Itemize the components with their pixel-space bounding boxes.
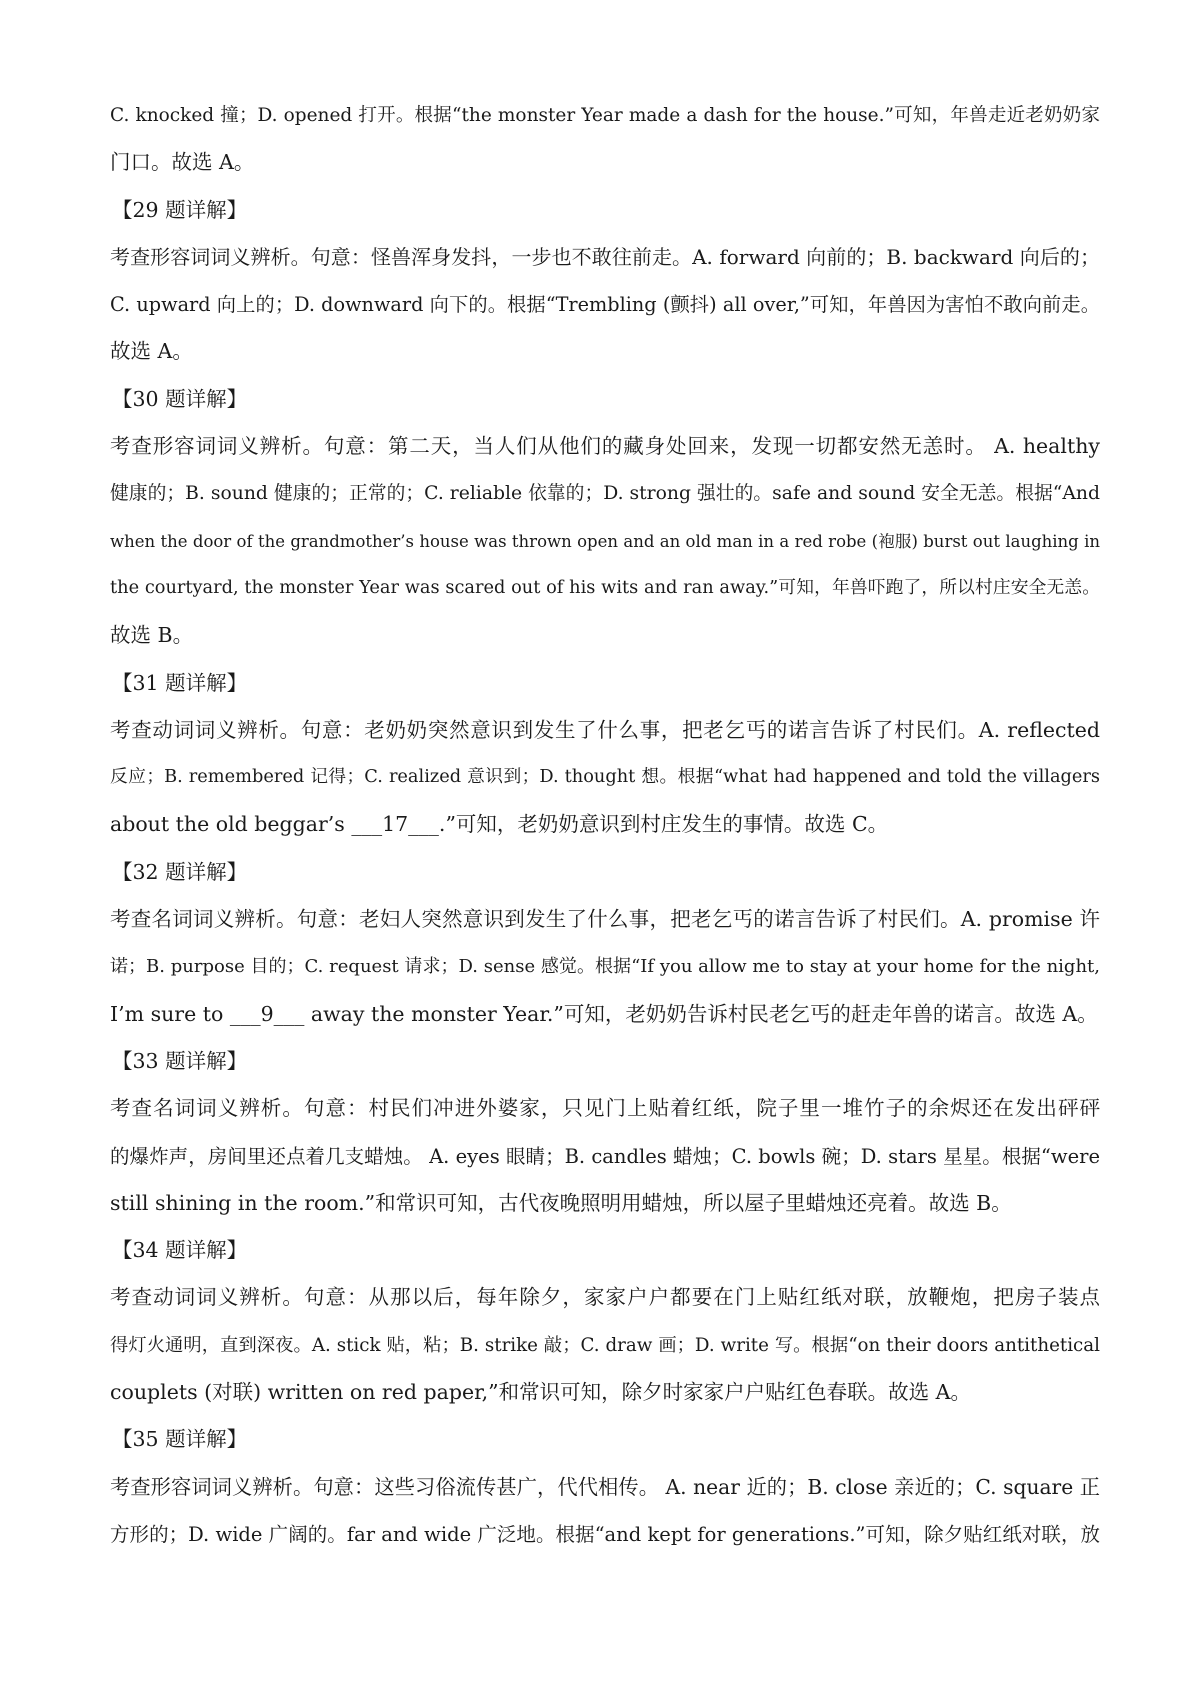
document-page xyxy=(110,92,1100,1558)
text-line: 反应；B. remembered 记得；C. realized 意识到；D. thought 想。根据“what had happened and told the villagers xyxy=(110,767,1100,788)
section-heading: 【35 题详解】 xyxy=(112,1427,248,1452)
text-line: 考查形容词词义辨析。句意：怪兽浑身发抖，一步也不敢往前走。A. forward 向前的；B. backward 向后的； xyxy=(110,244,1100,269)
section-heading: 【30 题详解】 xyxy=(112,386,248,411)
section-heading: 【32 题详解】 xyxy=(112,859,248,884)
text-line: 故选 B。 xyxy=(110,623,194,648)
text-line: 考查名词词义辨析。句意：老妇人突然意识到发生了什么事，把老乞丐的诺言告诉了村民们。A. promise 许 xyxy=(110,907,1100,932)
text-line: when the door of the grandmother’s house was thrown open and an old man in a red robe (袍服) burst out laughing in xyxy=(110,531,1100,551)
text-line: C. knocked 撞；D. opened 打开。根据“the monster Year made a dash for the house.”可知，年兽走近老奶奶家 xyxy=(110,105,1100,126)
text-line: couplets (对联) written on red paper,”和常识可知，除夕时家家户户贴红色春联。故选 A。 xyxy=(110,1380,971,1405)
text-line: 考查形容词词义辨析。句意：这些习俗流传甚广，代代相传。 A. near 近的；B. close 亲近的；C. square 正 xyxy=(110,1474,1100,1499)
text-line: 诺；B. purpose 目的；C. request 请求；D. sense 感觉。根据“If you allow me to stay at your home for the night, xyxy=(110,956,1100,978)
text-line: 故选 A。 xyxy=(110,339,193,364)
text-line: still shining in the room.”和常识可知，古代夜晚照明用蜡烛，所以屋子里蜡烛还亮着。故选 B。 xyxy=(110,1190,1012,1215)
text-line: 方形的；D. wide 广阔的。far and wide 广泛地。根据“and kept for generations.”可知，除夕贴红纸对联，放 xyxy=(110,1522,1100,1546)
section-heading: 【34 题详解】 xyxy=(112,1238,248,1263)
text-line: 的爆炸声，房间里还点着几支蜡烛。 A. eyes 眼睛；B. candles 蜡烛；C. bowls 碗；D. stars 星星。根据“were xyxy=(110,1144,1100,1168)
text-line: 考查形容词词义辨析。句意：第二天，当人们从他们的藏身处回来，发现一切都安然无恙时。 A. healthy xyxy=(110,434,1100,459)
text-line: C. upward 向上的；D. downward 向下的。根据“Trembling (颤抖) all over,”可知，年兽因为害怕不敢向前走。 xyxy=(110,293,1100,317)
text-line: 健康的；B. sound 健康的；正常的；C. reliable 依靠的；D. strong 强壮的。safe and sound 安全无恙。根据“And xyxy=(110,483,1100,505)
text-line: 得灯火通明，直到深夜。A. stick 贴，粘；B. strike 敲；C. draw 画；D. write 写。根据“on their doors antithetical xyxy=(110,1334,1100,1356)
text-line: 考查动词词义辨析。句意：从那以后，每年除夕，家家户户都要在门上贴红纸对联，放鞭炮，把房子装点 xyxy=(110,1285,1100,1310)
text-line: 考查动词词义辨析。句意：老奶奶突然意识到发生了什么事，把老乞丐的诺言告诉了村民们。A. reflected xyxy=(110,717,1100,742)
section-heading: 【31 题详解】 xyxy=(112,670,248,695)
text-line: about the old beggar’s ___17___.”可知，老奶奶意识到村庄发生的事情。故选 C。 xyxy=(110,812,889,837)
text-line: I’m sure to ___9___ away the monster Year.”可知，老奶奶告诉村民老乞丐的赶走年兽的诺言。故选 A。 xyxy=(110,1001,1098,1026)
section-heading: 【33 题详解】 xyxy=(112,1048,248,1073)
text-line: the courtyard, the monster Year was scared out of his wits and ran away.”可知，年兽吓跑了，所以村庄安全无恙。 xyxy=(110,577,1100,598)
text-line: 考查名词词义辨析。句意：村民们冲进外婆家，只见门上贴着红纸，院子里一堆竹子的余烬还在发出砰砰 xyxy=(110,1096,1100,1121)
section-heading: 【29 题详解】 xyxy=(112,197,248,222)
text-line: 门口。故选 A。 xyxy=(110,150,255,175)
